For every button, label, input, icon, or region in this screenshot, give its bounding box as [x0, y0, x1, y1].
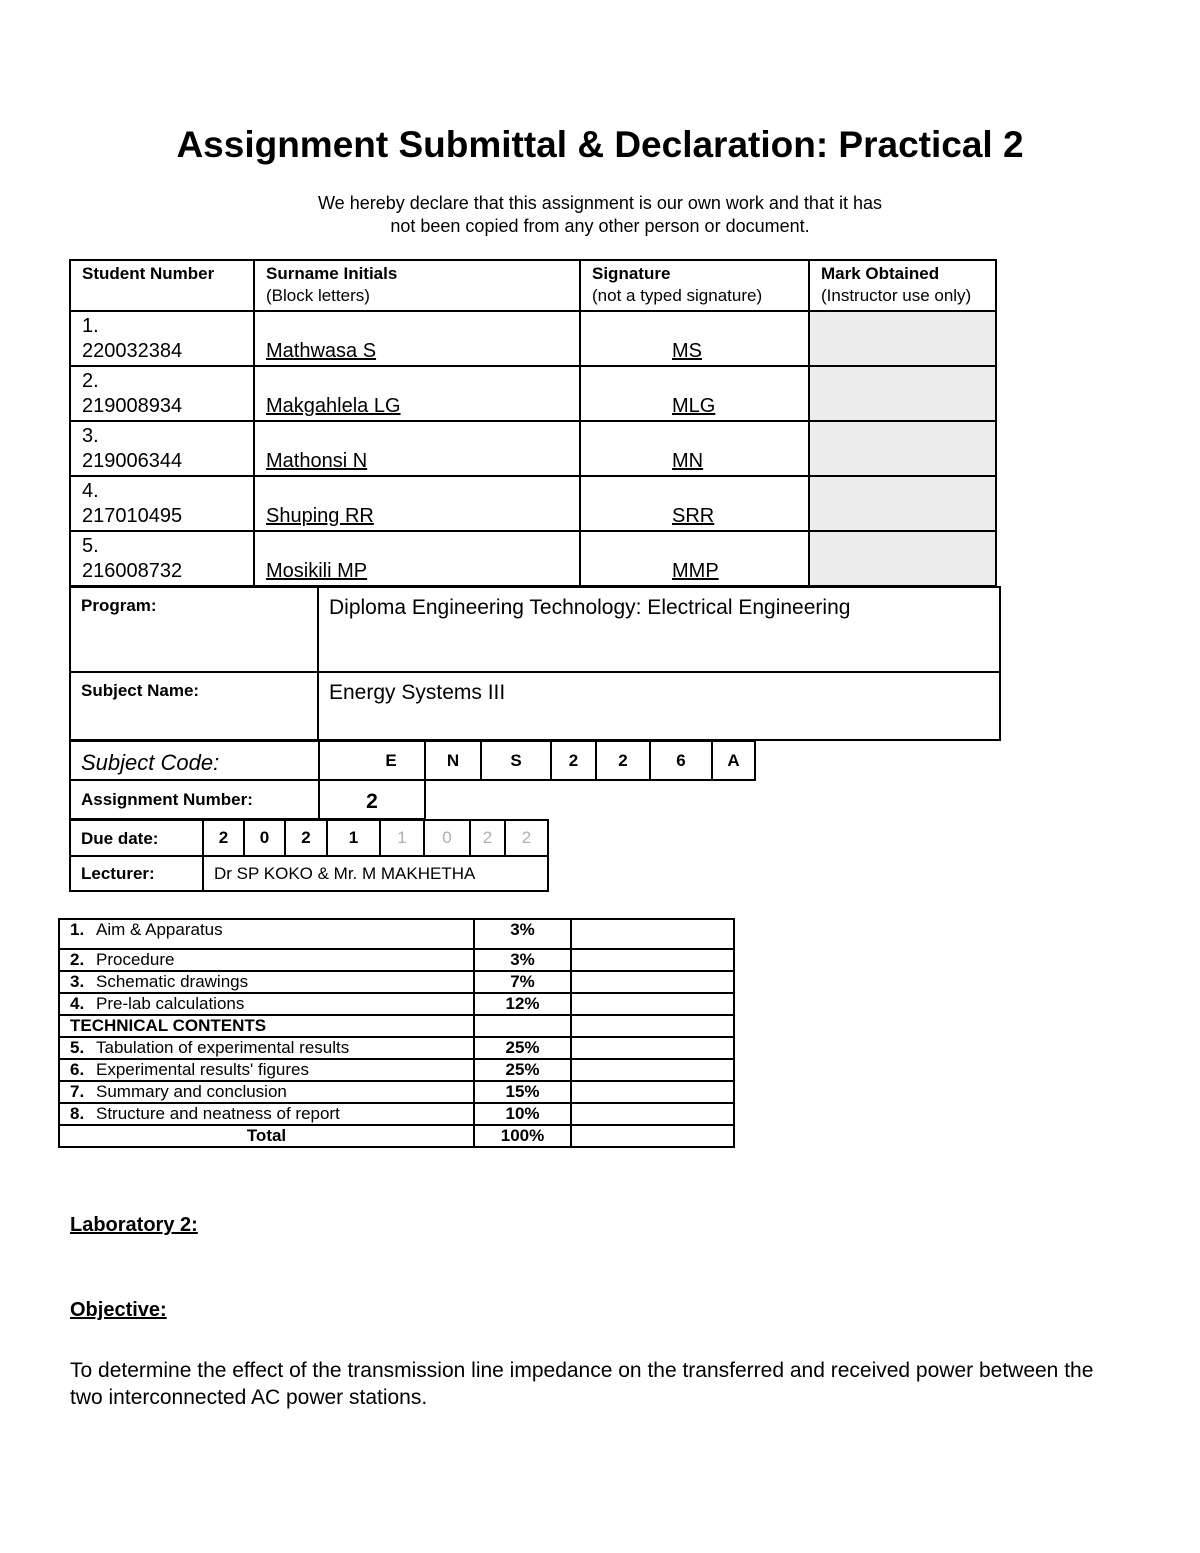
marks-section-label: TECHNICAL CONTENTS [59, 1015, 474, 1037]
student-number-cell [70, 476, 254, 531]
marks-item-pct: 25% [474, 1037, 571, 1059]
marks-score-cell[interactable] [571, 971, 734, 993]
student-name-cell [254, 531, 580, 586]
surname-header-label: Surname Initials [266, 264, 398, 283]
assignment-number-label: Assignment Number: [69, 779, 320, 820]
subject-code-char: 2 [550, 740, 597, 781]
student-signature: MLG [672, 395, 716, 417]
student-index: 3. [82, 425, 99, 447]
marks-total-row [59, 1125, 734, 1147]
declaration-line-1: We hereby declare that this assignment is our own work and that it has [318, 193, 882, 213]
program-value-cell [318, 587, 1000, 672]
page-title: Assignment Submittal & Declaration: Practical 2 [176, 124, 1024, 165]
marks-item-pct: 25% [474, 1059, 571, 1081]
subject-name-value-cell [318, 672, 1000, 740]
student-number-cell [70, 421, 254, 476]
surname-header-note: (Block letters) [266, 286, 370, 305]
student-row [70, 311, 996, 366]
program-label: Program: [81, 596, 157, 615]
subject-code-char: 6 [649, 740, 713, 781]
signature-header-label: Signature [592, 264, 671, 283]
marks-item-number: 3. [70, 972, 85, 991]
lecturer-value: Dr SP KOKO & Mr. M MAKHETHA [202, 855, 549, 892]
marks-row [59, 919, 734, 949]
marks-item-number: 6. [70, 1060, 85, 1079]
mark-header [809, 260, 996, 311]
subject-name-label: Subject Name: [81, 681, 200, 700]
student-signature-cell [580, 366, 809, 421]
marks-item-cell [59, 971, 474, 993]
mark-header-label: Mark Obtained [821, 264, 940, 283]
due-date-digit: 2 [469, 819, 506, 857]
student-signature: MMP [672, 560, 719, 582]
marks-item-pct: 7% [474, 971, 571, 993]
student-signature: MN [672, 450, 704, 472]
marks-item-cell [59, 993, 474, 1015]
mark-cell[interactable] [809, 311, 996, 366]
student-row [70, 366, 996, 421]
marks-item-pct: 3% [474, 949, 571, 971]
mark-header-note: (Instructor use only) [821, 286, 972, 305]
student-signature-cell [580, 421, 809, 476]
student-row [70, 421, 996, 476]
marks-item-pct: 12% [474, 993, 571, 1015]
marks-item-cell [59, 949, 474, 971]
marks-item-pct: 3% [474, 919, 571, 949]
subject-name-value: Energy Systems III [329, 681, 506, 704]
marks-item-cell [59, 1059, 474, 1081]
program-value: Diploma Engineering Technology: Electrical Engineering [329, 596, 851, 619]
surname-initials-header [254, 260, 580, 311]
marks-row [59, 993, 734, 1015]
marks-row [59, 971, 734, 993]
marks-item-number: 5. [70, 1038, 85, 1057]
student-number: 219006344 [82, 450, 183, 472]
student-row [70, 476, 996, 531]
marks-row [59, 1081, 734, 1103]
subject-code-label: Subject Code: [69, 740, 320, 781]
student-name-cell [254, 366, 580, 421]
subject-code-char: 2 [595, 740, 651, 781]
signature-header [580, 260, 809, 311]
marks-item-label: Experimental results' figures [96, 1060, 309, 1079]
student-number: 219008934 [82, 395, 183, 417]
marks-section-row [59, 1015, 734, 1037]
students-header-row [70, 260, 996, 311]
student-number: 217010495 [82, 505, 183, 527]
mark-cell[interactable] [809, 531, 996, 586]
student-name-cell [254, 476, 580, 531]
subject-code-char: N [424, 740, 482, 781]
due-date-digit: 0 [243, 819, 286, 857]
marks-score-cell[interactable] [571, 1081, 734, 1103]
marks-row [59, 1037, 734, 1059]
marks-item-cell [59, 1103, 474, 1125]
student-signature-cell [580, 476, 809, 531]
due-date-digit: 0 [423, 819, 471, 857]
due-date-label: Due date: [69, 819, 204, 857]
marks-item-number: 2. [70, 950, 85, 969]
marks-row [59, 1103, 734, 1125]
marks-score-cell[interactable] [571, 949, 734, 971]
marks-score-cell[interactable] [571, 1059, 734, 1081]
declaration-line-2: not been copied from any other person or document. [390, 216, 810, 236]
program-subject-table [69, 586, 1001, 741]
marks-item-label: Summary and conclusion [96, 1082, 287, 1101]
marks-row [59, 949, 734, 971]
due-date-digit: 2 [504, 819, 549, 857]
student-row [70, 531, 996, 586]
marks-item-label: Structure and neatness of report [96, 1104, 340, 1123]
marks-item-cell [59, 1037, 474, 1059]
subject-code-char: A [711, 740, 756, 781]
marks-item-pct: 10% [474, 1103, 571, 1125]
due-date-digit: 1 [326, 819, 381, 857]
student-signature: SRR [672, 505, 715, 527]
student-index: 4. [82, 480, 99, 502]
subject-name-label-cell [70, 672, 318, 740]
student-signature-cell [580, 311, 809, 366]
subject-code-char: S [480, 740, 552, 781]
marks-item-pct: 15% [474, 1081, 571, 1103]
mark-cell[interactable] [809, 476, 996, 531]
marks-score-cell[interactable] [571, 1037, 734, 1059]
marks-item-cell [59, 1081, 474, 1103]
due-date-digit: 2 [284, 819, 328, 857]
student-number-header-label: Student Number [82, 264, 215, 283]
student-index: 2. [82, 370, 99, 392]
student-number-cell [70, 366, 254, 421]
student-name: Mathwasa S [266, 340, 377, 362]
marks-total-score-cell[interactable] [571, 1125, 734, 1147]
laboratory-heading: Laboratory 2: [70, 1214, 198, 1236]
program-label-cell [70, 587, 318, 672]
subject-code-char: E [318, 740, 426, 781]
marks-item-number: 8. [70, 1104, 85, 1123]
student-name-cell [254, 311, 580, 366]
signature-header-note: (not a typed signature) [592, 286, 763, 305]
student-name-cell [254, 421, 580, 476]
marks-item-number: 1. [70, 920, 85, 939]
student-number-cell [70, 311, 254, 366]
mark-cell[interactable] [809, 421, 996, 476]
marks-total-label: Total [59, 1125, 474, 1147]
marks-row [59, 1059, 734, 1081]
subject-name-row [70, 672, 1000, 740]
student-number-header [70, 260, 254, 311]
student-number-cell [70, 531, 254, 586]
marks-total-pct: 100% [474, 1125, 571, 1147]
student-signature-cell [580, 531, 809, 586]
student-signature: MS [672, 340, 702, 362]
marks-item-label: Tabulation of experimental results [96, 1038, 350, 1057]
due-date-digit: 1 [379, 819, 425, 857]
marks-score-cell[interactable] [571, 1015, 734, 1037]
marks-score-cell[interactable] [571, 1103, 734, 1125]
marks-item-number: 4. [70, 994, 85, 1013]
marks-table [58, 918, 735, 1148]
student-name: Mosikili MP [266, 560, 368, 582]
student-number: 216008732 [82, 560, 183, 582]
student-number: 220032384 [82, 340, 183, 362]
marks-item-cell [59, 919, 474, 949]
marks-item-number: 7. [70, 1082, 85, 1101]
student-name: Shuping RR [266, 505, 374, 527]
student-index: 1. [82, 315, 99, 337]
students-table [69, 259, 997, 587]
marks-score-cell[interactable] [571, 993, 734, 1015]
mark-cell[interactable] [809, 366, 996, 421]
marks-item-label: Aim & Apparatus [96, 920, 223, 939]
objective-heading: Objective: [70, 1299, 167, 1321]
marks-item-label: Pre-lab calculations [96, 994, 245, 1013]
marks-item-label: Procedure [96, 950, 175, 969]
marks-item-pct [474, 1015, 571, 1037]
due-date-digit: 2 [202, 819, 245, 857]
student-name: Makgahlela LG [266, 395, 401, 417]
program-row [70, 587, 1000, 672]
assignment-number-value: 2 [318, 779, 426, 820]
student-name: Mathonsi N [266, 450, 368, 472]
marks-item-label: Schematic drawings [96, 972, 249, 991]
student-index: 5. [82, 535, 99, 557]
lecturer-label: Lecturer: [69, 855, 204, 892]
objective-text: To determine the effect of the transmission line impedance on the transferred and received power between the two interconnected AC power stations. [70, 1359, 1094, 1409]
marks-score-cell[interactable] [571, 919, 734, 949]
